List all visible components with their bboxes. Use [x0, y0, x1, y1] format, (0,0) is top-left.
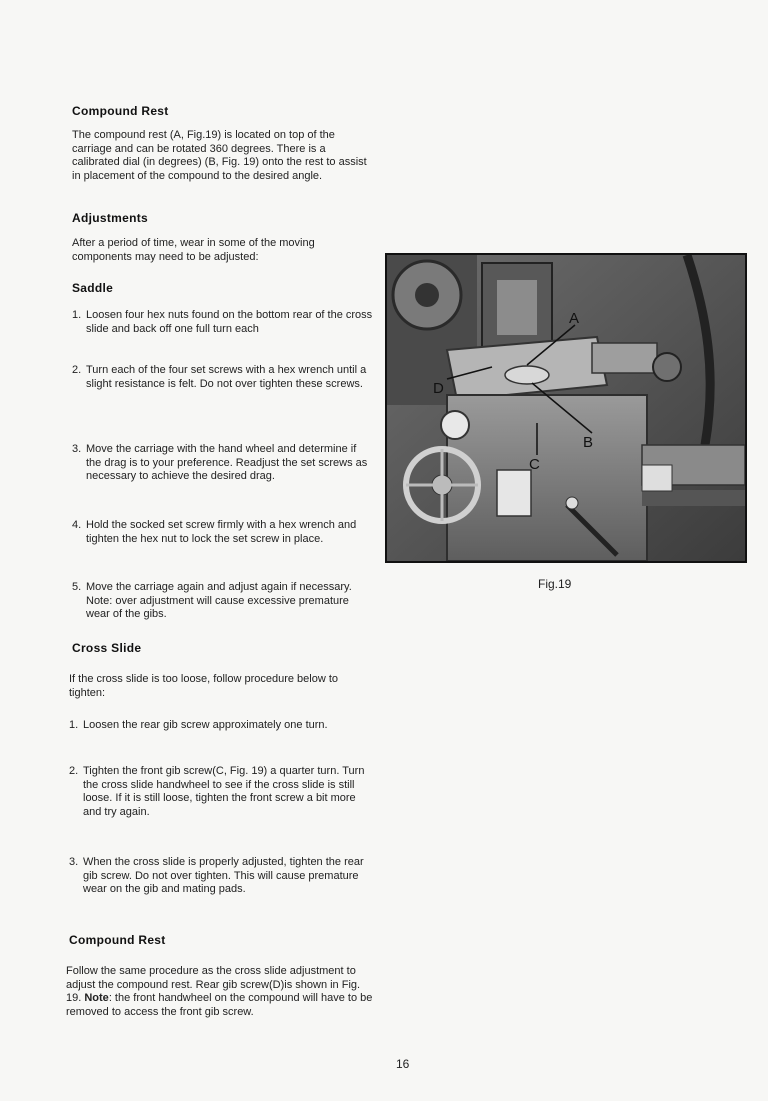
step-number: 2.	[72, 364, 82, 376]
heading-compound-rest: Compound Rest	[72, 104, 169, 118]
step-number: 1.	[72, 309, 82, 321]
saddle-step-5	[72, 581, 374, 622]
step-text: Move the carriage again and adjust again if necessary. Note: over adjustment will cause excessive premature wear of the gibs.	[86, 581, 352, 621]
section-compound-rest-adjust	[69, 933, 371, 947]
step-text: When the cross slide is properly adjusted, tighten the rear gib screw. Do not over tighten. This will cause premature wear on the gib and mating pads.	[83, 856, 364, 896]
step-number: 3.	[69, 856, 79, 868]
section-adjustments	[72, 211, 374, 264]
paragraph-compound-rest-adjust	[66, 965, 374, 1019]
step-text: Tighten the front gib screw(C, Fig. 19) a quarter turn. Turn the cross slide handwheel to see if the cross slide is still loose. If it is still loose, tighten the front screw a bit more and try again.	[83, 765, 365, 818]
paragraph-compound-rest: The compound rest (A, Fig.19) is located on top of the carriage and can be rotated 360 degrees. There is a calibrated dial (in degrees) (B, Fig. 19) onto the rest to assist in placement of the compound to the desired angle.	[72, 129, 367, 182]
label-d: D	[433, 380, 444, 397]
section-saddle	[72, 281, 374, 295]
section-compound-rest	[72, 104, 374, 183]
step-number: 3.	[72, 443, 82, 455]
step-text: Loosen the rear gib screw approximately one turn.	[83, 719, 328, 731]
step-number: 2.	[69, 765, 79, 777]
heading-saddle: Saddle	[72, 281, 114, 295]
step-number: 4.	[72, 519, 82, 531]
figure-caption: Fig.19	[538, 577, 572, 591]
figure-19-photo	[385, 253, 747, 563]
section-cross-slide	[72, 641, 374, 655]
saddle-step-4	[72, 519, 374, 546]
heading-adjustments: Adjustments	[72, 211, 148, 225]
cross-slide-step-3	[69, 856, 369, 897]
cross-slide-step-2	[69, 765, 369, 819]
cross-slide-step-1	[69, 719, 369, 733]
compound-text-before: Follow the same procedure as the cross slide adjustment to adjust the compound rest. Rear gib screw(D)is shown in Fig. 19.	[66, 965, 361, 1005]
step-text: Turn each of the four set screws with a hex wrench until a slight resistance is felt. Do not over tighten these screws.	[86, 364, 367, 390]
heading-cross-slide: Cross Slide	[72, 641, 142, 655]
saddle-step-2	[72, 364, 374, 391]
label-c: C	[529, 456, 540, 473]
step-number: 5.	[72, 581, 82, 593]
paragraph-adjustments: After a period of time, wear in some of the moving components may need to be adjusted:	[72, 237, 315, 263]
label-a: A	[569, 310, 580, 327]
lathe-compound-illustration	[387, 255, 745, 561]
saddle-step-1	[72, 309, 374, 336]
saddle-step-3	[72, 443, 374, 484]
step-text: Loosen four hex nuts found on the bottom rear of the cross slide and back off one full turn each	[86, 309, 373, 335]
step-text: Move the carriage with the hand wheel and determine if the drag is to your preference. Readjust the set screws as necessary to achieve the desired drag.	[86, 443, 368, 483]
note-label: Note	[84, 992, 109, 1005]
compound-text-after: : the front handwheel on the compound will have to be removed to access the front gib screw.	[66, 992, 373, 1018]
label-b: B	[583, 434, 594, 451]
page-number: 16	[396, 1057, 410, 1071]
compound-rest-adjust-block	[66, 965, 374, 1019]
step-text: Hold the socked set screw firmly with a hex wrench and tighten the hex nut to lock the set screw in place.	[86, 519, 357, 545]
paragraph-cross-slide-intro: If the cross slide is too loose, follow procedure below to tighten:	[69, 673, 339, 699]
heading-compound-rest-adjust: Compound Rest	[69, 933, 166, 947]
cross-slide-intro-block	[69, 673, 369, 700]
step-number: 1.	[69, 719, 79, 731]
